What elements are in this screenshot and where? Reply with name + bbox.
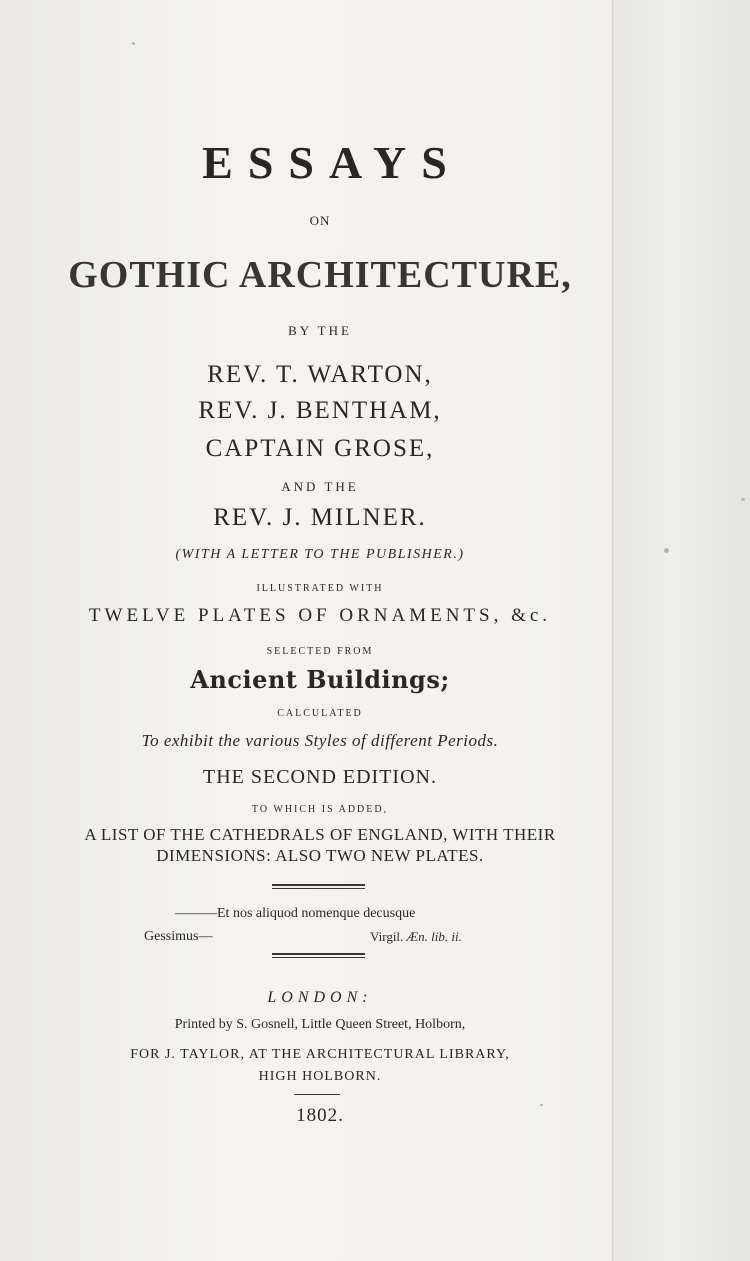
author-grose: CAPTAIN GROSE, <box>205 435 435 462</box>
edition-line: THE SECOND EDITION. <box>203 766 437 788</box>
title-connector-on: ON <box>309 213 331 228</box>
author-bentham: REV. J. BENTHAM, <box>198 397 442 424</box>
plates-line: TWELVE PLATES OF ORNAMENTS, &c. <box>88 605 552 626</box>
imprint-publisher: FOR J. TAYLOR, AT THE ARCHITECTURAL LIBRARY, <box>130 1047 510 1062</box>
short-rule <box>294 1094 340 1095</box>
epigraph-line-1: ———Et nos aliquod nomenque decusque <box>175 906 416 921</box>
selected-from-label: SELECTED FROM <box>266 646 374 657</box>
and-the-label: AND THE <box>281 479 359 494</box>
imprint-address: HIGH HOLBORN. <box>258 1069 382 1084</box>
foxing-spot <box>132 42 135 45</box>
book-title: ESSAYS <box>202 137 462 188</box>
cathedrals-list-line-1: A LIST OF THE CATHEDRALS OF ENGLAND, WITH THEIR <box>84 825 556 844</box>
ancient-buildings-line: Ancient Buildings; <box>190 665 450 694</box>
to-which-added-label: TO WHICH IS ADDED, <box>251 804 389 815</box>
calculated-label: CALCULATED <box>277 708 363 719</box>
author-milner: REV. J. MILNER. <box>213 504 427 531</box>
epigraph-source-ref: Æn. lib. ii. <box>406 929 462 944</box>
imprint-printer: Printed by S. Gosnell, Little Queen Street, Holborn, <box>174 1017 466 1032</box>
foxing-spot <box>664 548 669 553</box>
double-rule-top <box>272 884 365 889</box>
letter-note: (WITH A LETTER TO THE PUBLISHER.) <box>175 547 465 562</box>
author-warton: REV. T. WARTON, <box>207 361 433 388</box>
foxing-spot <box>741 498 745 501</box>
imprint-city: LONDON: <box>267 989 373 1006</box>
illustrated-with-label: ILLUSTRATED WITH <box>256 583 384 594</box>
by-the-label: BY THE <box>288 323 352 338</box>
epigraph-source <box>370 929 462 945</box>
epigraph-line-2: Gessimus— <box>144 929 213 944</box>
epigraph-source-name: Virgil. <box>370 929 404 944</box>
exhibit-line: To exhibit the various Styles of different Periods. <box>141 731 499 750</box>
book-subject: GOTHIC ARCHITECTURE, <box>68 254 572 296</box>
cathedrals-list-line-2: DIMENSIONS: ALSO TWO NEW PLATES. <box>156 846 484 865</box>
double-rule-bottom <box>272 953 365 958</box>
imprint-year: 1802. <box>296 1105 344 1126</box>
